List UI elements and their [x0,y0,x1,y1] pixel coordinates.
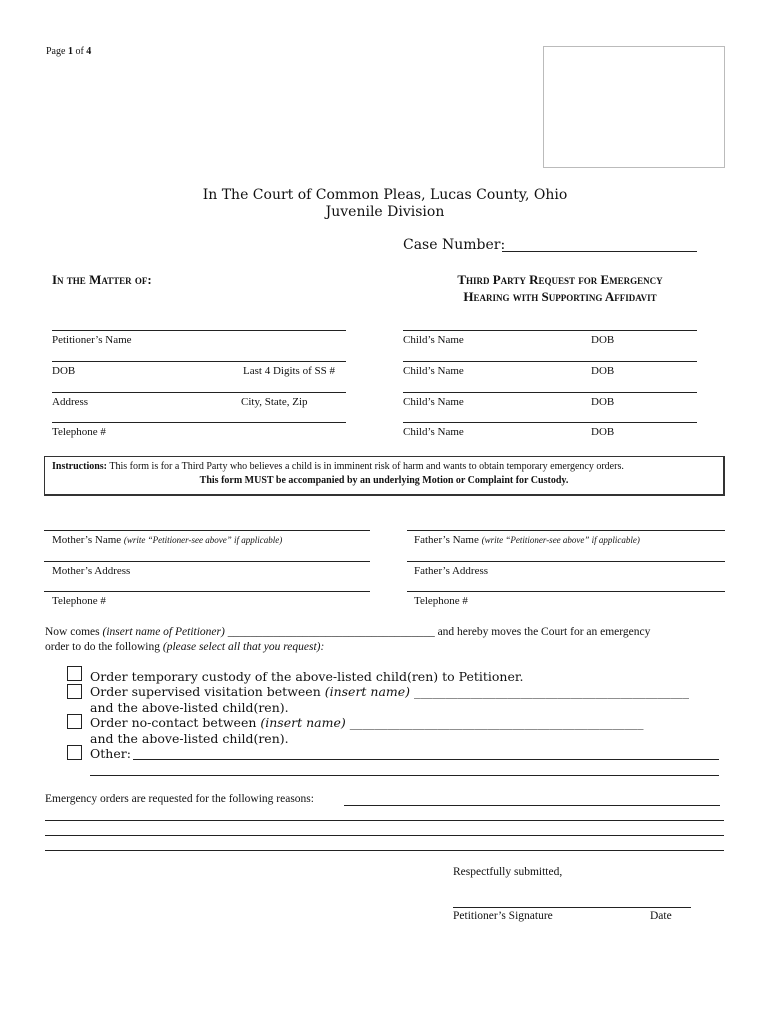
court-division: Juvenile Division [325,204,445,220]
child-4-name-label: Child’s Name [403,426,464,438]
petitioner-phone-field[interactable] [52,422,346,423]
reasons-field-line-3[interactable] [45,835,724,836]
father-name-label: Father’s Name (write “Petitioner-see above” if applicable) [414,534,640,546]
instructions-box [44,456,725,496]
case-number-field[interactable] [502,251,697,252]
motion-line-1 [45,626,650,638]
mother-address-field[interactable] [44,561,370,562]
form-title-line1: Third Party Request for Emergency [457,272,663,287]
petitioner-address-field[interactable] [52,392,346,393]
supervised-visitation-checkbox[interactable] [67,684,82,699]
father-address-label: Father’s Address [414,565,489,577]
no-contact-label-2: and the above-listed child(ren). [90,731,289,746]
date-label: Date [650,910,672,922]
signature-field[interactable] [453,907,691,908]
page-total: 4 [86,46,92,57]
child-1-field[interactable] [403,330,697,331]
now-comes-text: Now comes [45,626,103,638]
reasons-field-line-1[interactable] [344,805,720,806]
instructions-text: This form is for a Third Party who believes a child is in imminent risk of harm and wants to obtain temporary emergency orders. [107,461,624,472]
child-3-field[interactable] [403,392,697,393]
instructions-bold: This form MUST be accompanied by an underlying Motion or Complaint for Custody. [199,475,569,486]
filing-stamp-box [543,46,725,168]
child-2-field[interactable] [403,361,697,362]
reasons-field-line-4[interactable] [45,850,724,851]
supervised-insert-name-hint: (insert name) [324,684,411,699]
father-name-hint: (write “Petitioner-see above” if applicable) [481,535,640,545]
no-contact-insert-name-hint: (insert name) [260,715,346,730]
father-name-field[interactable] [407,530,725,531]
order-to-do-text: order to do the following [45,641,163,653]
petitioner-dob-label: DOB [52,365,76,377]
no-contact-name-blank[interactable]: _______________________________________________ [345,715,644,730]
reasons-label: Emergency orders are requested for the following reasons: [45,793,314,805]
child-4-field[interactable] [403,422,697,423]
mother-phone-label: Telephone # [52,595,106,607]
child-3-dob-label: DOB [591,396,615,408]
page-current: 1 [67,46,73,57]
moves-court-text: and hereby moves the Court for an emergency [437,626,651,638]
other-field-line-2[interactable] [90,775,719,776]
child-1-dob-label: DOB [591,334,615,346]
child-2-name-label: Child’s Name [403,365,464,377]
child-2-dob-label: DOB [591,365,615,377]
instructions-label: Instructions: [52,461,108,472]
mother-name-field[interactable] [44,530,370,531]
temporary-custody-label: Order temporary custody of the above-listed child(ren) to Petitioner. [90,669,524,684]
father-phone-label: Telephone # [414,595,468,607]
matter-title: In the Matter of: [52,272,152,287]
mother-name-label: Mother’s Name (write “Petitioner-see above” if applicable) [52,534,283,546]
other-checkbox[interactable] [67,745,82,760]
insert-name-hint: (insert name of Petitioner) [102,626,225,638]
no-contact-checkbox[interactable] [67,714,82,729]
case-number-label: Case Number: [403,237,506,253]
mother-address-label: Mother’s Address [52,565,131,577]
child-3-name-label: Child’s Name [403,396,464,408]
motion-line-2 [45,641,324,653]
petitioner-name-blank[interactable]: ____________________________________ [224,626,438,638]
mother-name-hint: (write “Petitioner-see above” if applicable) [123,535,283,545]
petitioner-signature-label: Petitioner’s Signature [453,910,553,922]
petitioner-name-label: Petitioner’s Name [52,334,132,346]
child-4-dob-label: DOB [591,426,615,438]
supervised-visitation-label: Order supervised visitation between (insert name) ____________________________________________ [90,684,690,699]
page-of: of [72,46,87,57]
page-prefix: Page [46,46,68,57]
page-number [46,46,91,57]
child-1-name-label: Child’s Name [403,334,464,346]
temporary-custody-checkbox[interactable] [67,666,82,681]
form-title-line2: Hearing with Supporting Affidavit [463,289,657,304]
supervised-name-blank[interactable]: ____________________________________________ [410,684,690,699]
mother-phone-field[interactable] [44,591,370,592]
instructions-line [52,461,624,472]
petitioner-city-label: City, State, Zip [241,396,308,408]
other-label: Other: [90,746,131,761]
court-title: In The Court of Common Pleas, Lucas County, Ohio [202,187,568,203]
reasons-field-line-2[interactable] [45,820,724,821]
other-field-line-1[interactable] [133,759,719,760]
father-phone-field[interactable] [407,591,725,592]
father-address-field[interactable] [407,561,725,562]
respectfully-submitted: Respectfully submitted, [453,866,563,878]
petitioner-name-field[interactable] [52,330,346,331]
petitioner-phone-label: Telephone # [52,426,106,438]
supervised-visitation-label-2: and the above-listed child(ren). [90,700,289,715]
petitioner-ssn-label: Last 4 Digits of SS # [243,365,335,377]
select-all-hint: (please select all that you request): [162,641,325,653]
no-contact-label: Order no-contact between (insert name) _______________________________________________ [90,715,644,730]
petitioner-address-label: Address [52,396,89,408]
petitioner-dob-field[interactable] [52,361,346,362]
